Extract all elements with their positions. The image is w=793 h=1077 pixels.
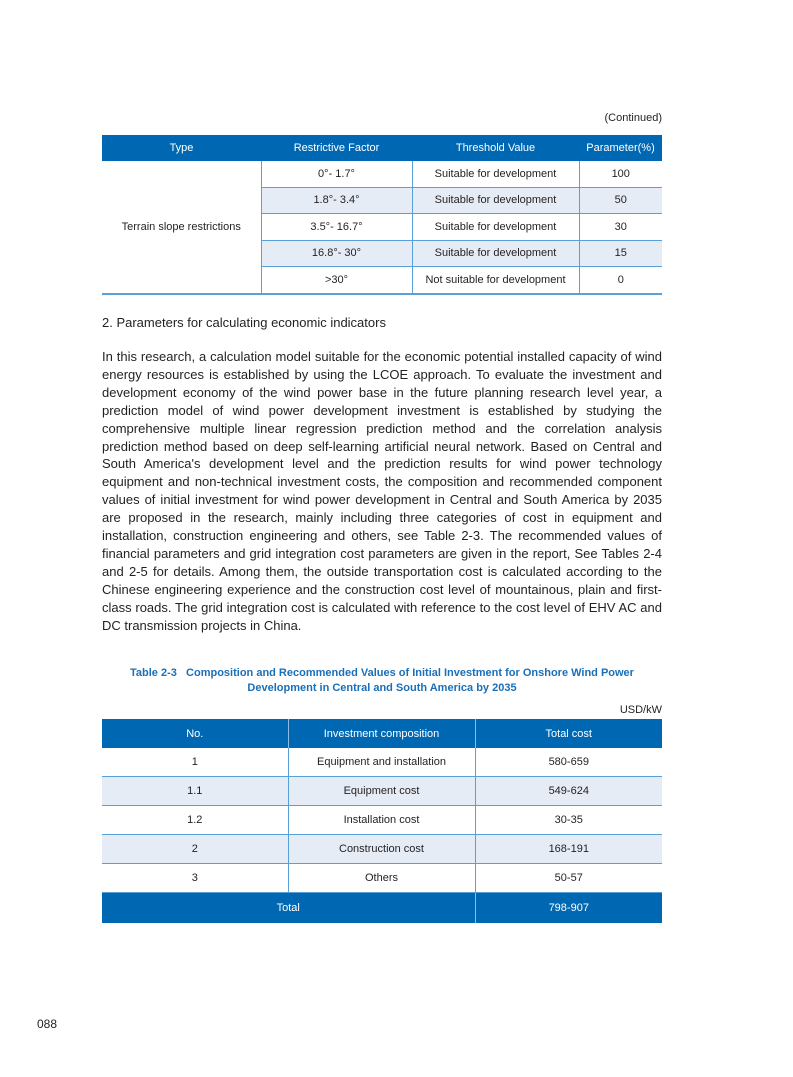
table-row xyxy=(102,777,662,806)
factor-cell: 1.8°- 3.4° xyxy=(261,187,412,214)
threshold-cell: Not suitable for development xyxy=(412,267,579,294)
total-label: Total xyxy=(102,893,475,924)
no-cell: 3 xyxy=(102,864,288,893)
cost-cell: 50-57 xyxy=(475,864,662,893)
column-header-restrictive-factor: Restrictive Factor xyxy=(261,135,412,161)
table-caption-line-2: Development in Central and South America by 2035 xyxy=(247,681,517,694)
item-cell: Installation cost xyxy=(288,806,475,835)
threshold-cell: Suitable for development xyxy=(412,214,579,241)
table-row xyxy=(102,864,662,893)
cost-cell: 580-659 xyxy=(475,748,662,777)
unit-label: USD/kW xyxy=(619,704,662,716)
factor-cell: >30° xyxy=(261,267,412,294)
total-value: 798-907 xyxy=(475,893,662,924)
factor-cell: 3.5°- 16.7° xyxy=(261,214,412,241)
cost-cell: 168-191 xyxy=(475,835,662,864)
threshold-cell: Suitable for development xyxy=(412,161,579,187)
column-header-total-cost: Total cost xyxy=(475,719,662,748)
factor-cell: 16.8°- 30° xyxy=(261,240,412,267)
column-header-type: Type xyxy=(102,135,261,161)
table-row xyxy=(102,748,662,777)
threshold-cell: Suitable for development xyxy=(412,187,579,214)
cost-cell: 30-35 xyxy=(475,806,662,835)
continued-label: (Continued) xyxy=(604,112,662,124)
table-row xyxy=(102,806,662,835)
column-header-threshold-value: Threshold Value xyxy=(412,135,579,161)
factor-cell: 0°- 1.7° xyxy=(261,161,412,187)
column-header-no: No. xyxy=(102,719,288,748)
item-cell: Others xyxy=(288,864,475,893)
parameter-cell: 100 xyxy=(579,161,662,187)
body-paragraph: In this research, a calculation model suitable for the economic potential installed capacity of wind energy resources is established by using the LCOE approach. To evaluate the investment and development economy of the wind power base in the future planning research level year, a prediction model of wind power development investment is established by studying the comprehensive multiple linear regression prediction method and the correlation analysis prediction method based on deep self-learning artificial neural network. Based on Central and South America's development level and the prediction results for wind power technology equipment and non-technical investment costs, the composition and recommended component values of initial investment for wind power development in Central and South America by 2035 are proposed in the research, mainly including three categories of cost in equipment and installation, construction engineering and others, see Table 2-3. The recommended values of financial parameters and grid integration cost parameters are given in the report, See Tables 2-4 and 2-5 for details. Among them, the outside transportation cost is calculated according to the Chinese engineering experience and the construction cost level of mountainous, plain and first-class roads. The grid integration cost is calculated with reference to the cost level of EHV AC and DC transmission projects in China. xyxy=(102,349,662,633)
no-cell: 1 xyxy=(102,748,288,777)
no-cell: 2 xyxy=(102,835,288,864)
table-header-row xyxy=(102,719,662,748)
item-cell: Equipment cost xyxy=(288,777,475,806)
type-cell: Terrain slope restrictions xyxy=(102,161,261,294)
total-row xyxy=(102,893,662,924)
table-row xyxy=(102,161,662,187)
parameter-cell: 0 xyxy=(579,267,662,294)
table-row xyxy=(102,835,662,864)
threshold-cell: Suitable for development xyxy=(412,240,579,267)
table-caption-line-1: Table 2-3 Composition and Recommended Values of Initial Investment for Onshore Wind Power xyxy=(130,667,634,679)
no-cell: 1.2 xyxy=(102,806,288,835)
investment-table xyxy=(102,719,662,923)
page-number: 088 xyxy=(37,1017,58,1031)
item-cell: Construction cost xyxy=(288,835,475,864)
cost-cell: 549-624 xyxy=(475,777,662,806)
item-cell: Equipment and installation xyxy=(288,748,475,777)
parameter-cell: 15 xyxy=(579,240,662,267)
table-header-row xyxy=(102,135,662,161)
parameter-cell: 30 xyxy=(579,214,662,241)
column-header-investment-composition: Investment composition xyxy=(288,719,475,748)
section-heading: 2. Parameters for calculating economic indicators xyxy=(102,315,386,330)
terrain-slope-table xyxy=(102,135,662,295)
table-caption xyxy=(102,666,662,695)
no-cell: 1.1 xyxy=(102,777,288,806)
parameter-cell: 50 xyxy=(579,187,662,214)
column-header-parameter: Parameter(%) xyxy=(579,135,662,161)
